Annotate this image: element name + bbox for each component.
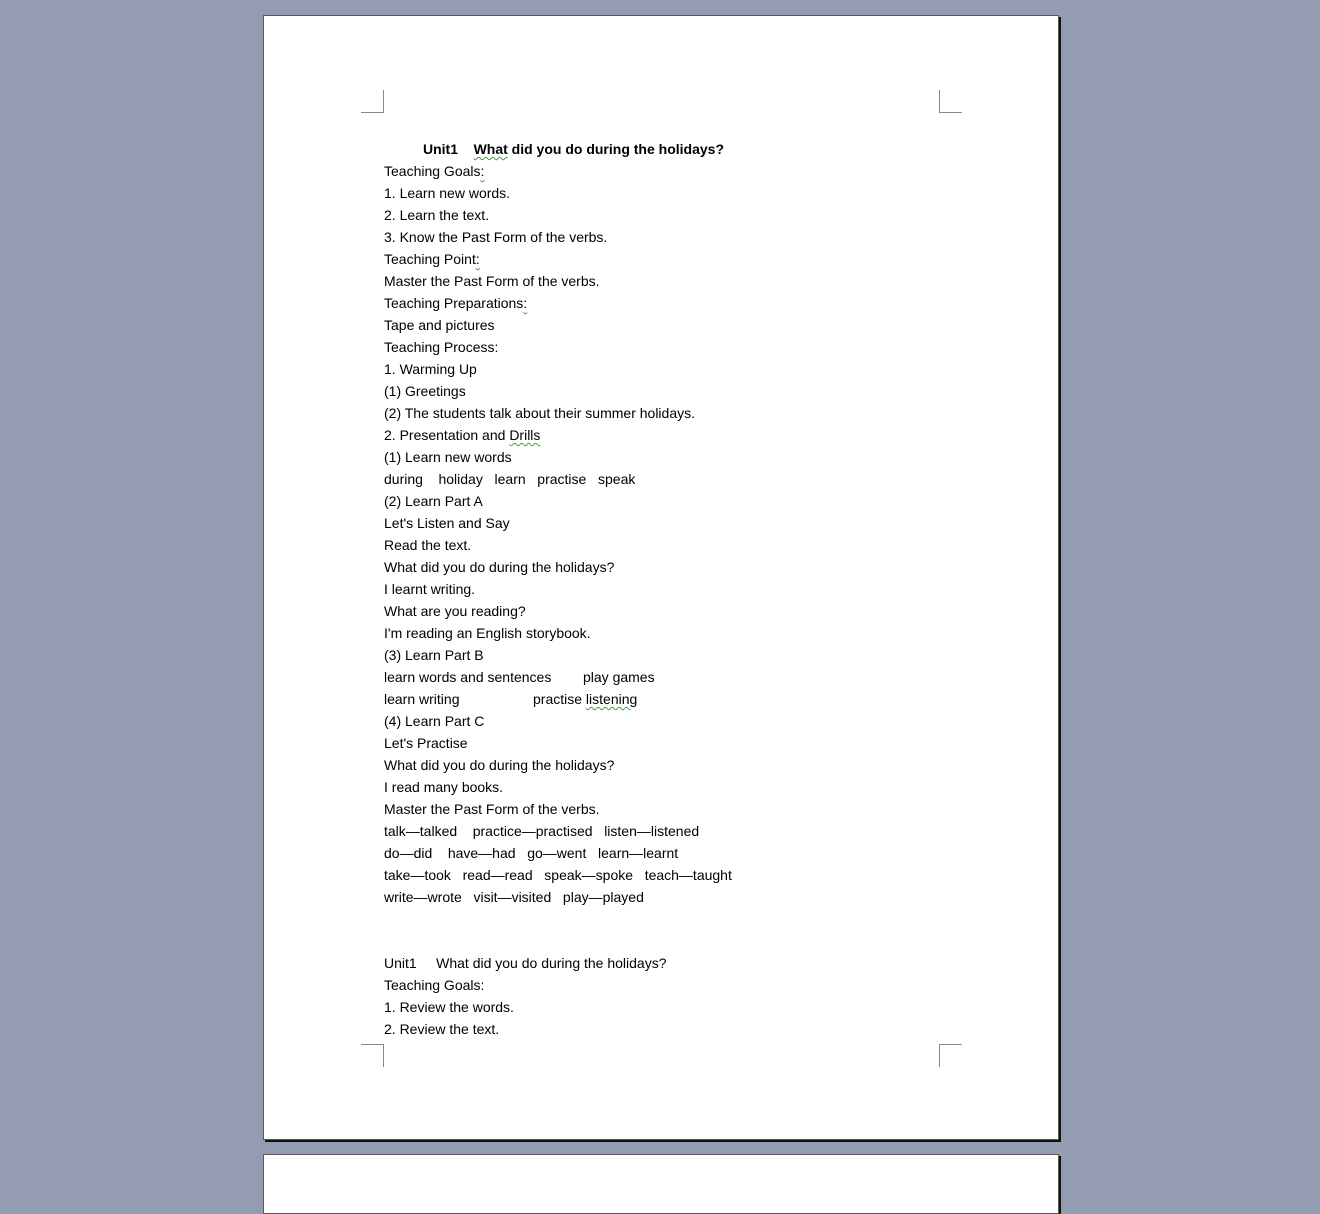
verb-row: do—did have—had go—went learn—learnt bbox=[384, 845, 679, 861]
verb-row: write—wrote visit—visited play—played bbox=[384, 889, 644, 905]
part-a-heading: (2) Learn Part A bbox=[384, 493, 483, 509]
grammar-flag-colon: : bbox=[523, 295, 528, 311]
grammar-flag-colon: : bbox=[475, 251, 480, 267]
dialogue-answer: I'm reading an English storybook. bbox=[384, 625, 591, 641]
lesson-two-goal-item: 1. Review the words. bbox=[384, 999, 514, 1015]
master-text: Master the Past Form of the verbs. bbox=[384, 801, 600, 817]
goals-heading: Teaching Goals: bbox=[384, 163, 485, 179]
goal-item: 1. Learn new words. bbox=[384, 185, 511, 201]
dialogue-question: What did you do during the holidays? bbox=[384, 757, 615, 773]
lets-practise: Let's Practise bbox=[384, 735, 468, 751]
part-b-heading: (3) Learn Part B bbox=[384, 647, 484, 663]
margin-corner-top-right bbox=[939, 90, 962, 113]
part-b-row bbox=[384, 666, 944, 688]
point-heading: Teaching Point: bbox=[384, 251, 480, 267]
lesson-two-title: Unit1 What did you do during the holidays? bbox=[384, 955, 667, 971]
part-c-heading: (4) Learn Part C bbox=[384, 713, 485, 729]
preparations-heading: Teaching Preparations: bbox=[384, 295, 528, 311]
preparations-text: Tape and pictures bbox=[384, 317, 495, 333]
dialogue-question: What are you reading? bbox=[384, 603, 526, 619]
margin-corner-bottom-right bbox=[939, 1044, 962, 1067]
paragraph-gap bbox=[384, 908, 944, 952]
lesson-two-goals-heading: Teaching Goals: bbox=[384, 977, 485, 993]
dialogue-answer: I read many books. bbox=[384, 779, 504, 795]
verb-row: talk—talked practice—practised listen—listened bbox=[384, 823, 700, 839]
new-words-heading: (1) Learn new words bbox=[384, 449, 512, 465]
grammar-flag-what: What bbox=[473, 141, 508, 157]
document-body[interactable] bbox=[384, 138, 944, 1040]
part-b-col: learn writing bbox=[384, 691, 460, 707]
margin-corner-bottom-left bbox=[361, 1044, 384, 1067]
process-heading: Teaching Process: bbox=[384, 339, 499, 355]
read-text: Read the text. bbox=[384, 537, 472, 553]
listen-say: Let's Listen and Say bbox=[384, 515, 510, 531]
grammar-flag-colon: : bbox=[480, 163, 485, 179]
goal-item: 2. Learn the text. bbox=[384, 207, 490, 223]
new-words-list: during holiday learn practise speak bbox=[384, 471, 636, 487]
document-title: Unit1 What did you do during the holidays? bbox=[423, 141, 724, 157]
spelling-flag-drills: Drills bbox=[509, 427, 541, 443]
talk-step: (2) The students talk about their summer holidays. bbox=[384, 405, 696, 421]
presentation-heading: 2. Presentation and Drills bbox=[384, 427, 541, 443]
part-b-col: practise listening bbox=[533, 691, 638, 707]
document-page-1[interactable] bbox=[263, 15, 1059, 1140]
verb-row: take—took read—read speak—spoke teach—taught bbox=[384, 867, 732, 883]
point-text: Master the Past Form of the verbs. bbox=[384, 273, 600, 289]
part-b-col: play games bbox=[583, 669, 655, 685]
dialogue-answer: I learnt writing. bbox=[384, 581, 476, 597]
part-b-col: learn words and sentences bbox=[384, 669, 552, 685]
dialogue-question: What did you do during the holidays? bbox=[384, 559, 615, 575]
greetings: (1) Greetings bbox=[384, 383, 466, 399]
lesson-two-goal-item: 2. Review the text. bbox=[384, 1021, 500, 1037]
document-page-2[interactable] bbox=[263, 1154, 1059, 1214]
margin-corner-top-left bbox=[361, 90, 384, 113]
goal-item: 3. Know the Past Form of the verbs. bbox=[384, 229, 608, 245]
warming-up: 1. Warming Up bbox=[384, 361, 477, 377]
part-b-row bbox=[384, 688, 944, 710]
spelling-flag-listening: listening bbox=[585, 691, 638, 707]
